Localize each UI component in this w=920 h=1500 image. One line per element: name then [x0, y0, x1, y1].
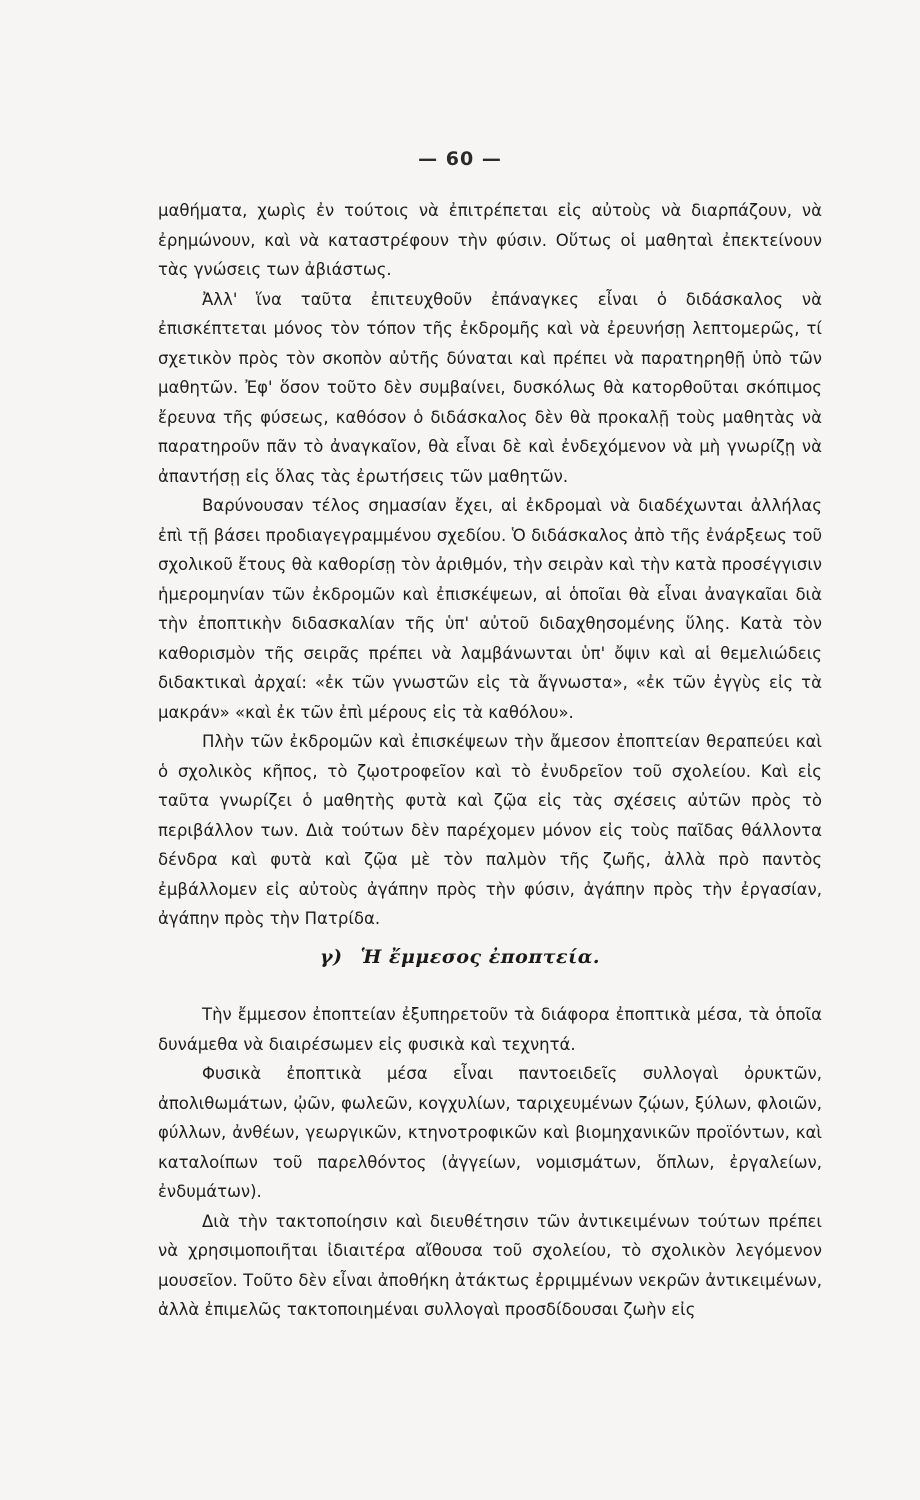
paragraph: Ἀλλ' ἵνα ταῦτα ἐπιτευχθοῦν ἐπάναγκες εἶναι ὁ διδάσκαλος νὰ ἐπισκέπτεται μόνος τὸν τόπον τῆς ἐκδρομῆς καὶ νὰ ἐρευνήσῃ λεπτομερῶς, τί σχετικὸν πρὸς τὸν σκοπὸν αὐτῆς δύναται καὶ πρέπει νὰ παρατηρηθῇ ὑπὸ τῶν μαθητῶν. Ἐφ' ὅσον τοῦτο δὲν συμβαίνει, δυσκόλως θὰ κατορθοῦται σκόπιμος ἔρευνα τῆς φύσεως, καθόσον ὁ διδάσκαλος δὲν θὰ προκαλῇ τοὺς μαθητὰς νὰ παρατηροῦν πᾶν τὸ ἀναγκαῖον, θὰ εἶναι δὲ καὶ ἐνδεχόμενον νὰ μὴ γνωρίζῃ νὰ ἀπαντήσῃ εἰς ὅλας τὰς ἐρωτήσεις τῶν μαθητῶν. — [158, 289, 822, 486]
paragraph-continuation: μαθήματα, χωρὶς ἐν τούτοις νὰ ἐπιτρέπεται εἰς αὐτοὺς νὰ διαρπάζουν, νὰ ἐρημώνουν, καὶ νὰ καταστρέφουν τὴν φύσιν. Οὕτως οἱ μαθηταὶ ἐπεκτείνουν τὰς γνώσεις των ἀβιάστως. — [158, 201, 822, 279]
paragraph: Βαρύνουσαν τέλος σημασίαν ἔχει, αἱ ἐκδρομαὶ νὰ διαδέχωνται ἀλλήλας ἐπὶ τῇ βάσει προδιαγεγραμμένου σχεδίου. Ὁ διδάσκαλος ἀπὸ τῆς ἐνάρξεως τοῦ σχολικοῦ ἔτους θὰ καθορίσῃ τὸν ἀριθμόν, τὴν σειρὰν καὶ τὴν κατὰ προσέγγισιν ἡμερομηνίαν τῶν ἐκδρομῶν καὶ ἐπισκέψεων, αἱ ὁποῖαι θὰ εἶναι ἀναγκαῖαι διὰ τὴν ἐποπτικὴν διδασκαλίαν τῆς ὑπ' αὐτοῦ διδαχθησομένης ὕλης. Κατὰ τὸν καθορισμὸν τῆς σειρᾶς πρέπει νὰ λαμβάνωνται ὑπ' ὄψιν καὶ αἱ θεμελιώδεις διδακτικαὶ ἀρχαί: «ἐκ τῶν γνωστῶν εἰς τὰ ἄγνωστα», «ἐκ τῶν ἐγγὺς εἰς τὰ μακράν» «καὶ ἐκ τῶν ἐπὶ μέρους εἰς τὰ καθόλου». — [158, 496, 822, 722]
body-text-bottom — [158, 1000, 822, 1325]
paragraph: Διὰ τὴν τακτοποίησιν καὶ διευθέτησιν τῶν ἀντικειμένων τούτων πρέπει νὰ χρησιμοποιῆται ἰδιαιτέρα αἴθουσα τοῦ σχολείου, τὸ σχολικὸν λεγόμενον μουσεῖον. Τοῦτο δὲν εἶναι ἀποθήκη ἀτάκτως ἐρριμμένων νεκρῶν ἀντικειμένων, ἀλλὰ ἐπιμελῶς τακτοποιημέναι συλλογαὶ προσδίδουσαι ζωὴν εἰς — [158, 1211, 822, 1319]
page-number: — 60 — — [418, 148, 502, 170]
section-title: Ἡ ἔμμεσος ἐποπτεία. — [360, 946, 601, 968]
section-number: γ) — [319, 946, 343, 968]
paragraph: Τὴν ἔμμεσον ἐποπτείαν ἐξυπηρετοῦν τὰ διάφορα ἐποπτικὰ μέσα, τὰ ὁποῖα δυνάμεθα νὰ διαιρέσωμεν εἰς φυσικὰ καὶ τεχνητά. — [158, 1005, 822, 1054]
section-heading — [0, 946, 920, 968]
paragraph: Πλὴν τῶν ἐκδρομῶν καὶ ἐπισκέψεων τὴν ἄμεσον ἐποπτείαν θεραπεύει καὶ ὁ σχολικὸς κῆπος, τὸ ζῳοτροφεῖον καὶ τὸ ἐνυδρεῖον τοῦ σχολείου. Καὶ εἰς ταῦτα γνωρίζει ὁ μαθητὴς φυτὰ καὶ ζῷα εἰς τὰς σχέσεις αὐτῶν πρὸς τὸ περιβάλλον των. Διὰ τούτων δὲν παρέχομεν μόνον εἰς τοὺς παῖδας θάλλοντα δένδρα καὶ φυτὰ καὶ ζῷα μὲ τὸν παλμὸν τῆς ζωῆς, ἀλλὰ πρὸ παντὸς ἐμβάλλομεν εἰς αὐτοὺς ἀγάπην πρὸς τὴν φύσιν, ἀγάπην πρὸς τὴν ἐργασίαν, ἀγάπην πρὸς τὴν Πατρίδα. — [158, 732, 822, 928]
body-text-top — [158, 196, 822, 934]
paragraph: Φυσικὰ ἐποπτικὰ μέσα εἶναι παντοειδεῖς συλλογαὶ ὀρυκτῶν, ἀπολιθωμάτων, ᾠῶν, φωλεῶν, κογχυλίων, ταριχευμένων ζῴων, ξύλων, φλοιῶν, φύλλων, ἀνθέων, γεωργικῶν, κτηνοτροφικῶν καὶ βιομηχανικῶν προϊόντων, καὶ καταλοίπων τοῦ παρελθόντος (ἀγγείων, νομισμάτων, ὅπλων, ἐργαλείων, ἐνδυμάτων). — [158, 1064, 822, 1201]
